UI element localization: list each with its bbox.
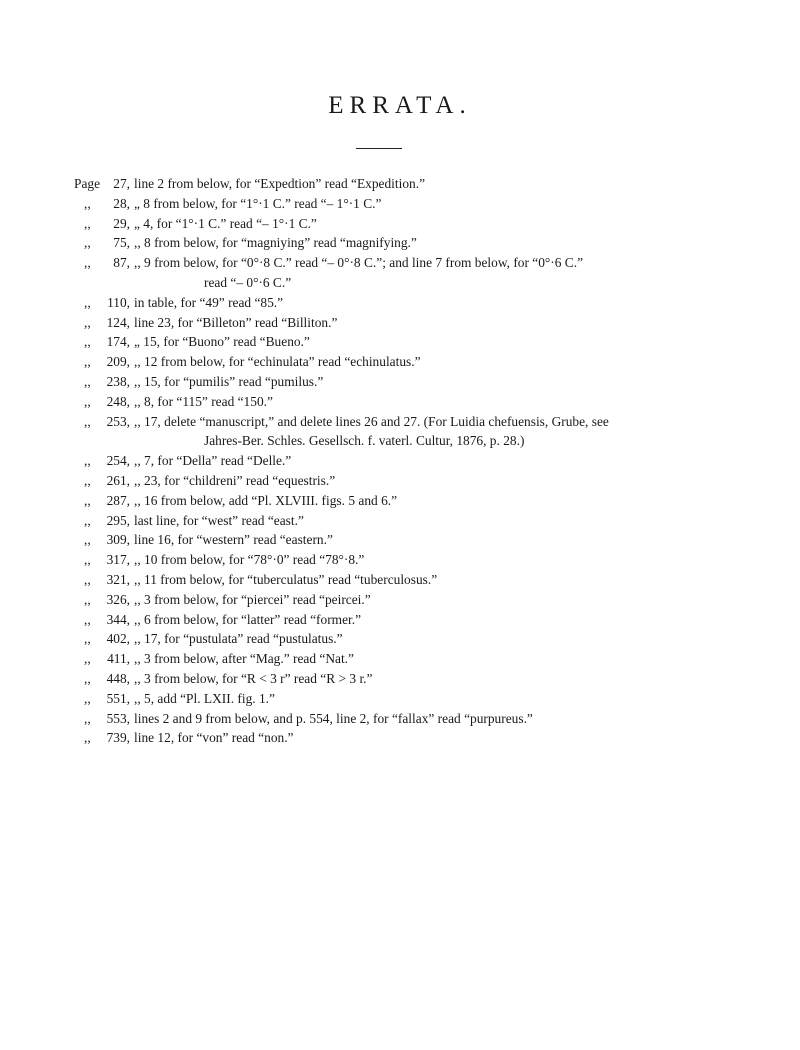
ditto-mark: ,, <box>84 195 91 211</box>
ditto-mark: ,, <box>84 472 91 488</box>
entry-correction-text: ,, 3 from below, after “Mag.” read “Nat.” <box>134 651 354 667</box>
entry-page-number: 326, <box>106 591 130 607</box>
ditto-mark: ,, <box>84 294 91 310</box>
entry-correction-text: ,, 11 from below, for “tuberculatus” read “tuberculosus.” <box>134 571 438 587</box>
ditto-mark: ,, <box>84 611 91 627</box>
entry-correction-text: ,, 5, add “Pl. LXII. fig. 1.” <box>134 690 275 706</box>
entry-page-number: 448, <box>106 670 130 686</box>
entry-correction-text: ,, 8 from below, for “magniying” read “magnifying.” <box>134 235 417 251</box>
ditto-mark: ,, <box>84 492 91 508</box>
entry-correction-text: „ 15, for “Buono” read “Bueno.” <box>134 334 310 350</box>
ditto-mark: ,, <box>84 690 91 706</box>
page-title: ERRATA. <box>328 92 472 119</box>
entry-correction-text: ,, 12 from below, for “echinulata” read “echinulatus.” <box>134 354 421 370</box>
errata-entry <box>0 372 800 392</box>
errata-entry-continuation <box>0 273 800 293</box>
entry-page-number: 253, <box>106 413 130 429</box>
ditto-mark: ,, <box>84 571 91 587</box>
ditto-mark: ,, <box>84 591 91 607</box>
entry-page-number: 287, <box>106 492 130 508</box>
entry-correction-text: last line, for “west” read “east.” <box>134 512 304 528</box>
entry-page-number: 87, <box>113 255 130 271</box>
errata-entry <box>0 550 800 570</box>
entry-page-number: 174, <box>106 334 130 350</box>
ditto-mark: ,, <box>84 730 91 746</box>
ditto-mark: ,, <box>84 393 91 409</box>
entry-page-number: 75, <box>113 235 130 251</box>
errata-entry <box>0 392 800 412</box>
ditto-mark: ,, <box>84 235 91 251</box>
entry-continuation-text: Jahres-Ber. Schles. Gesellsch. f. vaterl. Cultur, 1876, p. 28.) <box>204 433 525 449</box>
entry-correction-text: ,, 8, for “115” read “150.” <box>134 393 273 409</box>
entry-correction-text: ,, 6 from below, for “latter” read “former.” <box>134 611 362 627</box>
entry-correction-text: ,, 16 from below, add “Pl. XLVIII. figs. 5 and 6.” <box>134 492 398 508</box>
entry-correction-text: line 12, for “von” read “non.” <box>134 730 294 746</box>
ditto-mark: ,, <box>84 532 91 548</box>
ditto-mark: ,, <box>84 453 91 469</box>
errata-entry <box>0 570 800 590</box>
ditto-mark: ,, <box>84 373 91 389</box>
entry-correction-text: „ 4, for “1°·1 C.” read “– 1°·1 C.” <box>134 215 317 231</box>
errata-entry <box>0 689 800 709</box>
errata-entry <box>0 214 800 234</box>
entry-correction-text: ,, 15, for “pumilis” read “pumilus.” <box>134 373 324 389</box>
errata-entry <box>0 590 800 610</box>
errata-entry <box>0 352 800 372</box>
entry-correction-text: ,, 17, delete “manuscript,” and delete lines 26 and 27. (For Luidia chefuensis, Grube, see <box>134 413 609 429</box>
errata-entry <box>0 669 800 689</box>
entry-page-number: 553, <box>106 710 130 726</box>
errata-entry <box>0 728 800 748</box>
entry-correction-text: line 23, for “Billeton” read “Billiton.” <box>134 314 338 330</box>
errata-entry <box>0 451 800 471</box>
entry-continuation-text: read “– 0°·6 C.” <box>204 274 292 290</box>
entry-page-number: 344, <box>106 611 130 627</box>
ditto-mark: ,, <box>84 552 91 568</box>
entry-page-number: 402, <box>106 631 130 647</box>
entry-correction-text: „ 8 from below, for “1°·1 C.” read “– 1°·1 C.” <box>134 195 382 211</box>
entry-page-number: 309, <box>106 532 130 548</box>
errata-entry <box>0 530 800 550</box>
title-rule <box>356 148 402 149</box>
entry-page-number: 295, <box>106 512 130 528</box>
errata-entry <box>0 174 800 194</box>
page-label: Page <box>74 176 101 191</box>
entry-page-number: 739, <box>106 730 130 746</box>
entry-page-number: 124, <box>106 314 130 330</box>
entry-page-number: 411, <box>107 651 130 667</box>
ditto-mark: ,, <box>84 255 91 271</box>
errata-entry <box>0 709 800 729</box>
ditto-mark: ,, <box>84 631 91 647</box>
entry-page-number: 27, <box>113 176 130 191</box>
entry-correction-text: in table, for “49” read “85.” <box>134 294 284 310</box>
entry-page-number: 28, <box>113 195 130 211</box>
ditto-mark: ,, <box>84 314 91 330</box>
entry-correction-text: ,, 3 from below, for “R < 3 r” read “R > 3 r.” <box>134 670 373 686</box>
ditto-mark: ,, <box>84 651 91 667</box>
errata-list <box>0 174 800 748</box>
errata-entry <box>0 412 800 432</box>
entry-page-number: 551, <box>106 690 130 706</box>
entry-correction-text: ,, 7, for “Della” read “Delle.” <box>134 453 292 469</box>
errata-entry <box>0 194 800 214</box>
entry-page-number: 110, <box>107 294 130 310</box>
entry-correction-text: ,, 10 from below, for “78°·0” read “78°·8.” <box>134 552 365 568</box>
entry-page-number: 261, <box>106 472 130 488</box>
errata-entry <box>0 610 800 630</box>
errata-entry <box>0 253 800 273</box>
errata-entry-continuation <box>0 431 800 451</box>
errata-entry <box>0 491 800 511</box>
entry-correction-text: ,, 23, for “childreni” read “equestris.” <box>134 472 336 488</box>
entry-correction-text: ,, 17, for “pustulata” read “pustulatus.” <box>134 631 343 647</box>
entry-page-number: 317, <box>106 552 130 568</box>
entry-page-number: 321, <box>106 571 130 587</box>
errata-entry <box>0 313 800 333</box>
entry-correction-text: ,, 3 from below, for “piercei” read “peircei.” <box>134 591 371 607</box>
ditto-mark: ,, <box>84 413 91 429</box>
entry-correction-text: line 2 from below, for “Expedtion” read “Expedition.” <box>134 176 426 191</box>
errata-entry <box>0 511 800 531</box>
entry-page-number: 254, <box>106 453 130 469</box>
errata-entry <box>0 332 800 352</box>
ditto-mark: ,, <box>84 670 91 686</box>
entry-page-number: 209, <box>106 354 130 370</box>
entry-correction-text: ,, 9 from below, for “0°·8 C.” read “– 0°·8 C.”; and line 7 from below, for “0°·6 C.” <box>134 255 584 271</box>
ditto-mark: ,, <box>84 354 91 370</box>
errata-entry <box>0 233 800 253</box>
entry-page-number: 248, <box>106 393 130 409</box>
ditto-mark: ,, <box>84 512 91 528</box>
entry-page-number: 238, <box>106 373 130 389</box>
ditto-mark: ,, <box>84 215 91 231</box>
entry-correction-text: lines 2 and 9 from below, and p. 554, line 2, for “fallax” read “purpureus.” <box>134 710 533 726</box>
errata-entry <box>0 629 800 649</box>
errata-entry <box>0 293 800 313</box>
entry-correction-text: line 16, for “western” read “eastern.” <box>134 532 333 548</box>
entry-page-number: 29, <box>113 215 130 231</box>
errata-entry <box>0 649 800 669</box>
errata-entry <box>0 471 800 491</box>
ditto-mark: ,, <box>84 710 91 726</box>
ditto-mark: ,, <box>84 334 91 350</box>
